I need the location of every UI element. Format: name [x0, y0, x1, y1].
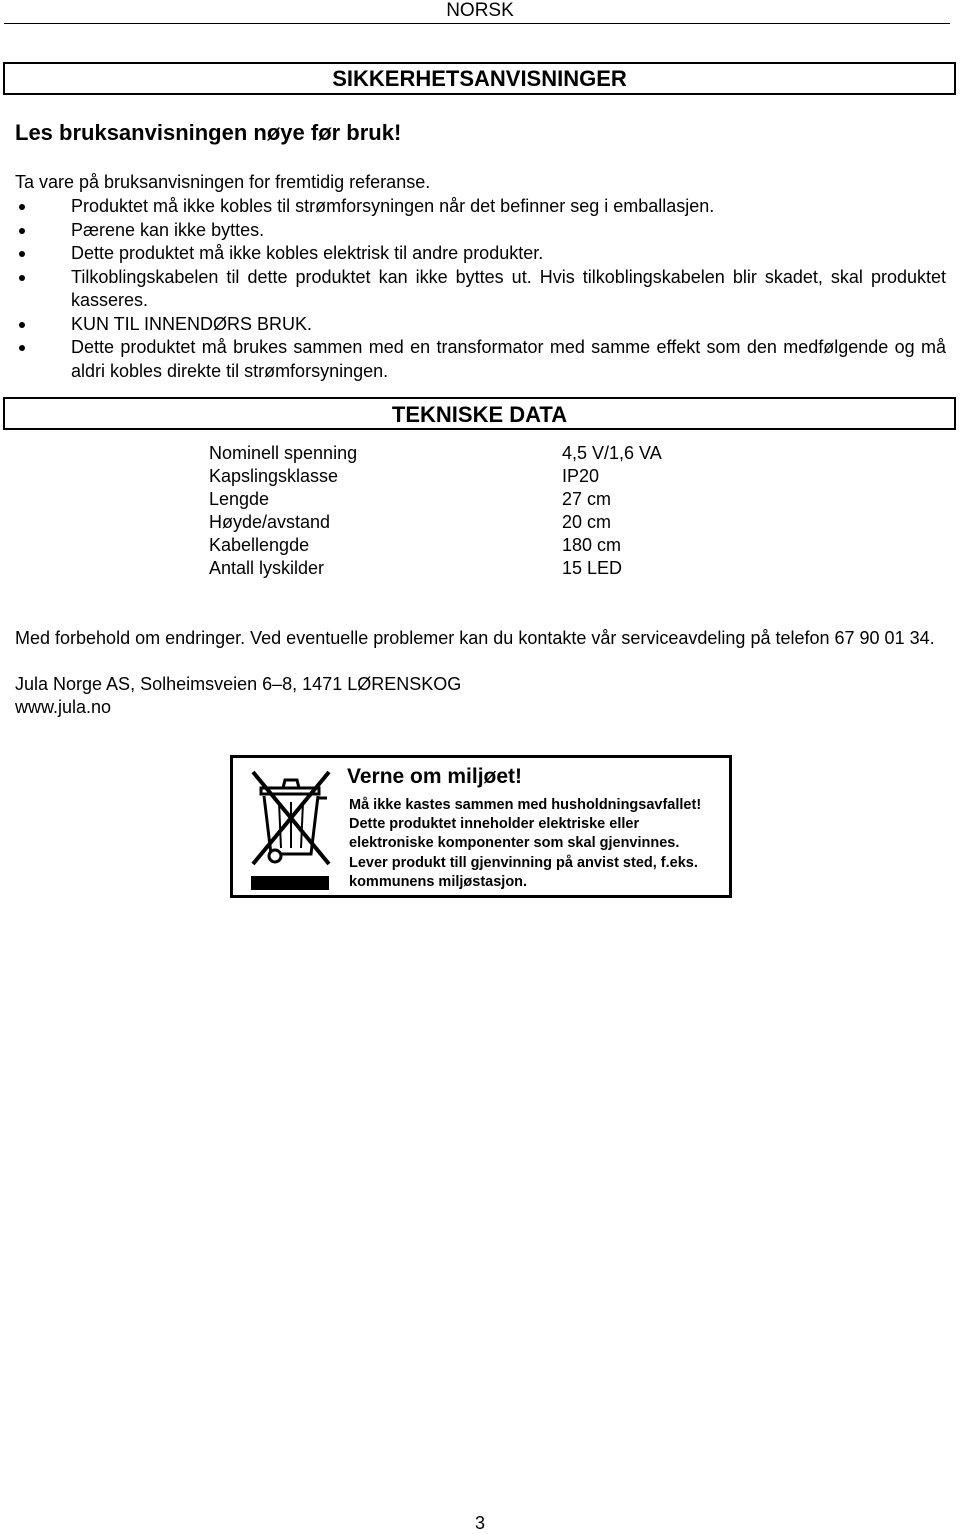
bullet-icon — [19, 275, 25, 281]
safety-item: Dette produktet må ikke kobles elektrisk til andre produkter. — [0, 242, 960, 266]
safety-list — [0, 195, 960, 383]
crossed-out-wheelie-bin-icon — [239, 764, 339, 892]
spec-value: 20 cm — [562, 512, 612, 532]
bullet-icon — [19, 345, 25, 351]
environment-title: Verne om miljøet! — [347, 765, 523, 788]
safety-item: KUN TIL INNENDØRS BRUK. — [0, 313, 960, 337]
safety-item: Pærene kan ikke byttes. — [0, 219, 960, 243]
spec-value: 15 LED — [562, 558, 623, 578]
safety-intro: Ta vare på bruksanvisningen for fremtidig referanse. — [15, 172, 431, 192]
environment-text: Må ikke kastes sammen med husholdningsavfallet! Dette produktet inneholder elektriske eller elektroniske komponenter som skal gjenvinnes. Lever produkt till gjenvinning på anvist sted, f.eks. kommunens miljøstasjon. — [349, 797, 702, 890]
spec-value: 27 cm — [562, 489, 612, 509]
safety-item: Dette produktet må brukes sammen med en transformator med samme effekt som den medfølgende og må aldri kobles direkte til strømforsyningen. — [0, 336, 960, 383]
spec-row — [209, 442, 662, 465]
tech-section-heading — [3, 397, 956, 430]
company-address: Jula Norge AS, Solheimsveien 6–8, 1471 LØRENSKOG — [15, 674, 462, 694]
safety-item: Produktet må ikke kobles til strømforsyningen når det befinner seg i emballasjen. — [0, 195, 960, 219]
bullet-icon — [19, 228, 25, 234]
spec-value: 180 cm — [562, 535, 622, 555]
environment-notice-box — [230, 755, 732, 898]
spec-label: Kapslingsklasse — [209, 466, 339, 486]
bullet-icon — [19, 322, 25, 328]
spec-row — [209, 488, 662, 511]
spec-value: 4,5 V/1,6 VA — [562, 443, 662, 463]
service-notice: Med forbehold om endringer. Ved eventuelle problemer kan du kontakte vår serviceavdeling på telefon 67 90 01 34. — [15, 628, 935, 648]
website-link[interactable]: www.jula.no — [15, 697, 112, 717]
spec-row — [209, 511, 662, 534]
spec-row — [209, 557, 662, 580]
spec-value: IP20 — [562, 466, 600, 486]
read-manual-warning: Les bruksanvisningen nøye før bruk! — [15, 120, 402, 145]
spec-label: Lengde — [209, 489, 270, 509]
header-language: NORSK — [446, 0, 514, 21]
safety-section-heading — [3, 62, 956, 95]
spec-row — [209, 534, 662, 557]
safety-section-title: SIKKERHETSANVISNINGER — [332, 66, 627, 91]
spec-label: Nominell spenning — [209, 443, 358, 463]
tech-spec-table — [209, 442, 662, 580]
page-number: 3 — [474, 1513, 485, 1533]
tech-section-title: TEKNISKE DATA — [391, 402, 568, 427]
spec-label: Antall lyskilder — [209, 558, 325, 578]
spec-label: Kabellengde — [209, 535, 310, 555]
spec-label: Høyde/avstand — [209, 512, 331, 532]
bullet-icon — [19, 251, 25, 257]
spec-row — [209, 465, 662, 488]
bullet-icon — [19, 204, 25, 210]
header-rule — [4, 23, 950, 24]
safety-item: Tilkoblingskabelen til dette produktet kan ikke byttes ut. Hvis tilkoblingskabelen blir skadet, skal produktet kasseres. — [0, 266, 960, 313]
